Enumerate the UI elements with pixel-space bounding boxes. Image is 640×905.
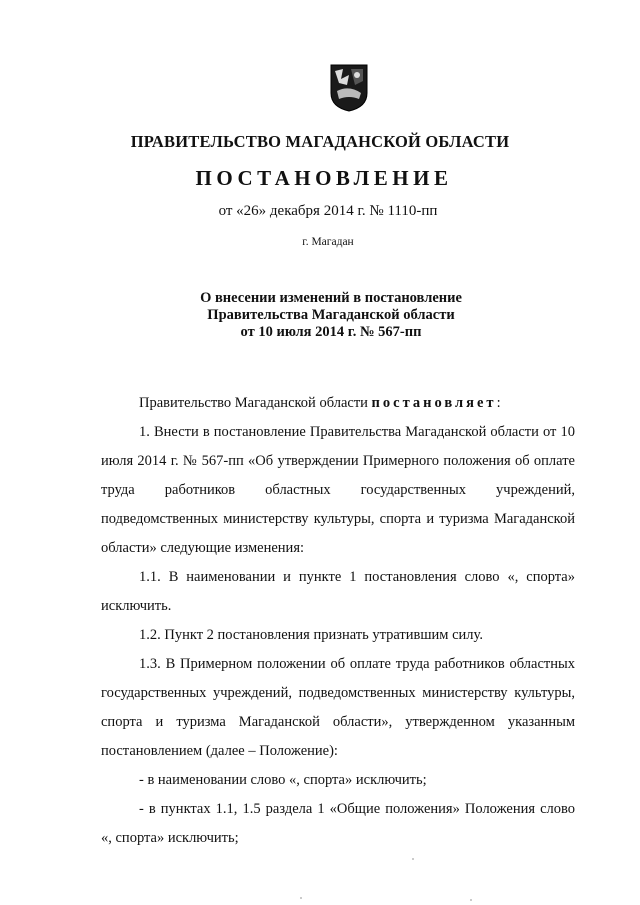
preamble: [101, 389, 575, 418]
scan-speck: [412, 858, 414, 860]
paragraph-1-2: 1.2. Пункт 2 постановления признать утратившим силу.: [139, 627, 483, 643]
subject-line-3: от 10 июля 2014 г. № 567-пп: [240, 324, 422, 340]
preamble-end: :: [496, 395, 501, 411]
city-name: г. Магадан: [302, 236, 354, 248]
paragraph-1: 1. Внести в постановление Правительства Магаданской области от 10 июля 2014 г. № 567-пп «Об утверждении Примерного положения об оплате труда работников областных государственных учреждений, подведомственных министерству культуры, спорта и туризма Магаданской области» следующие изменения:: [101, 424, 575, 556]
list-item-name: - в наименовании слово «, спорта» исключить;: [139, 772, 427, 788]
scan-speck: [470, 899, 472, 901]
coat-of-arms-emblem: [329, 63, 369, 113]
date-and-number: от «26» декабря 2014 г. № 1110-пп: [218, 203, 438, 219]
list-item-points: - в пунктах 1.1, 1.5 раздела 1 «Общие положения» Положения слово «, спорта» исключить;: [101, 801, 575, 846]
paragraph-1-3: 1.3. В Примерном положении об оплате труда работников областных государственных учреждений, подведомственных министерству культуры, спорта и туризма Магаданской области», утвержденном указанным постановлением (далее – Положение):: [101, 656, 575, 759]
paragraph-1-1: 1.1. В наименовании и пункте 1 постановления слово «, спорта» исключить.: [101, 569, 575, 614]
document-subject: [0, 290, 640, 341]
subject-line-1: О внесении изменений в постановление: [200, 290, 462, 306]
preamble-lead: Правительство Магаданской области: [139, 395, 372, 411]
scan-speck: [300, 897, 302, 899]
government-name: ПРАВИТЕЛЬСТВО МАГАДАНСКОЙ ОБЛАСТИ: [130, 132, 510, 151]
subject-line-2: Правительства Магаданской области: [207, 307, 455, 323]
document-body: [101, 389, 575, 853]
preamble-verb: постановляет: [371, 395, 497, 411]
document-type-title: ПОСТАНОВЛЕНИЕ: [195, 166, 453, 190]
